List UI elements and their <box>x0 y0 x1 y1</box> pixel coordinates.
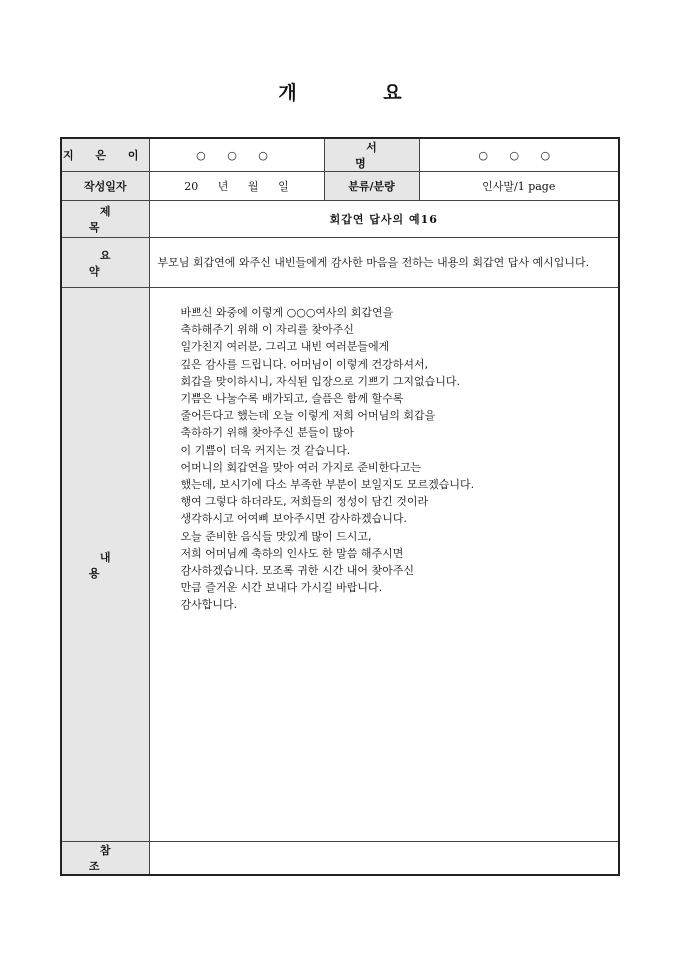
content-line: 감사합니다. <box>180 598 238 612</box>
author-row <box>61 138 619 172</box>
content-line: 기쁨은 나눌수록 배가되고, 슬픔은 함께 할수록 <box>180 392 404 406</box>
reference-value[interactable] <box>149 842 619 876</box>
date-year-unit: 년 <box>217 180 229 193</box>
content-line: 했는데, 보시기에 다소 부족한 부분이 보일지도 모르겠습니다. <box>180 478 475 492</box>
content-line: 행여 그렇다 하더라도, 저희들의 정성이 담긴 것이라 <box>180 495 429 509</box>
content-line: 생각하시고 어여삐 보아주시면 감사하겠습니다. <box>180 512 408 526</box>
content-line: 줄어든다고 했는데 오늘 이렇게 저희 어머님의 회갑을 <box>180 409 436 423</box>
subject-row <box>61 201 619 238</box>
author-value[interactable]: ○ ○ ○ <box>149 138 324 172</box>
date-label: 작성일자 <box>61 172 149 201</box>
content-row <box>61 288 619 842</box>
summary-label: 요 약 <box>61 238 149 288</box>
reference-row <box>61 842 619 876</box>
content-line: 일가친지 여러분, 그리고 내빈 여러분들에게 <box>180 340 390 354</box>
content-line: 어머니의 회갑연을 맞아 여러 가지로 준비한다고는 <box>180 460 422 474</box>
reference-label: 참 조 <box>61 842 149 876</box>
content-line: 축하해주기 위해 이 자리를 찾아주신 <box>180 323 354 337</box>
summary-value[interactable]: 부모님 회갑연에 와주신 내빈들에게 감사한 마음을 전하는 내용의 회갑연 답사 예시입니다. <box>149 238 619 288</box>
date-day-unit: 일 <box>278 180 289 193</box>
content-line: 저희 어머님께 축하의 인사도 한 말씀 해주시면 <box>180 546 404 560</box>
date-month-unit: 월 <box>247 180 259 193</box>
content-line: 축하하기 위해 찾아주신 분들이 많아 <box>180 426 354 440</box>
summary-form <box>60 137 620 876</box>
document-title: 개 요 <box>278 82 442 104</box>
date-row <box>61 172 619 201</box>
date-year: 20 <box>184 180 199 193</box>
subject-value[interactable]: 회갑연 답사의 예16 <box>149 201 619 238</box>
date-value[interactable] <box>149 172 324 201</box>
content-line: 만큼 즐거운 시간 보내다 가시길 바랍니다. <box>180 581 383 595</box>
content-body[interactable] <box>149 288 619 842</box>
signature-value[interactable]: ○ ○ ○ <box>419 138 619 172</box>
content-line: 바쁘신 와중에 이렇게 ○○○여사의 회갑연을 <box>180 306 394 319</box>
author-label: 지 은 이 <box>61 138 149 172</box>
content-line: 회갑을 맞이하시니, 자식된 입장으로 기쁘기 그지없습니다. <box>180 374 460 388</box>
subject-label: 제 목 <box>61 201 149 238</box>
summary-row <box>61 238 619 288</box>
category-value[interactable]: 인사말/1 page <box>419 172 619 201</box>
content-label: 내 용 <box>61 288 149 842</box>
content-line: 감사하겠습니다. 모조록 귀한 시간 내어 찾아주신 <box>180 564 414 578</box>
content-line: 깊은 감사를 드립니다. 어머님이 이렇게 건강하셔서, <box>180 357 429 371</box>
content-line: 이 기쁨이 더욱 커지는 것 같습니다. <box>180 443 351 457</box>
category-label: 분류/분량 <box>324 172 419 201</box>
signature-label: 서 명 <box>324 138 419 172</box>
content-line: 오늘 준비한 음식들 맛있게 많이 드시고, <box>180 529 372 543</box>
